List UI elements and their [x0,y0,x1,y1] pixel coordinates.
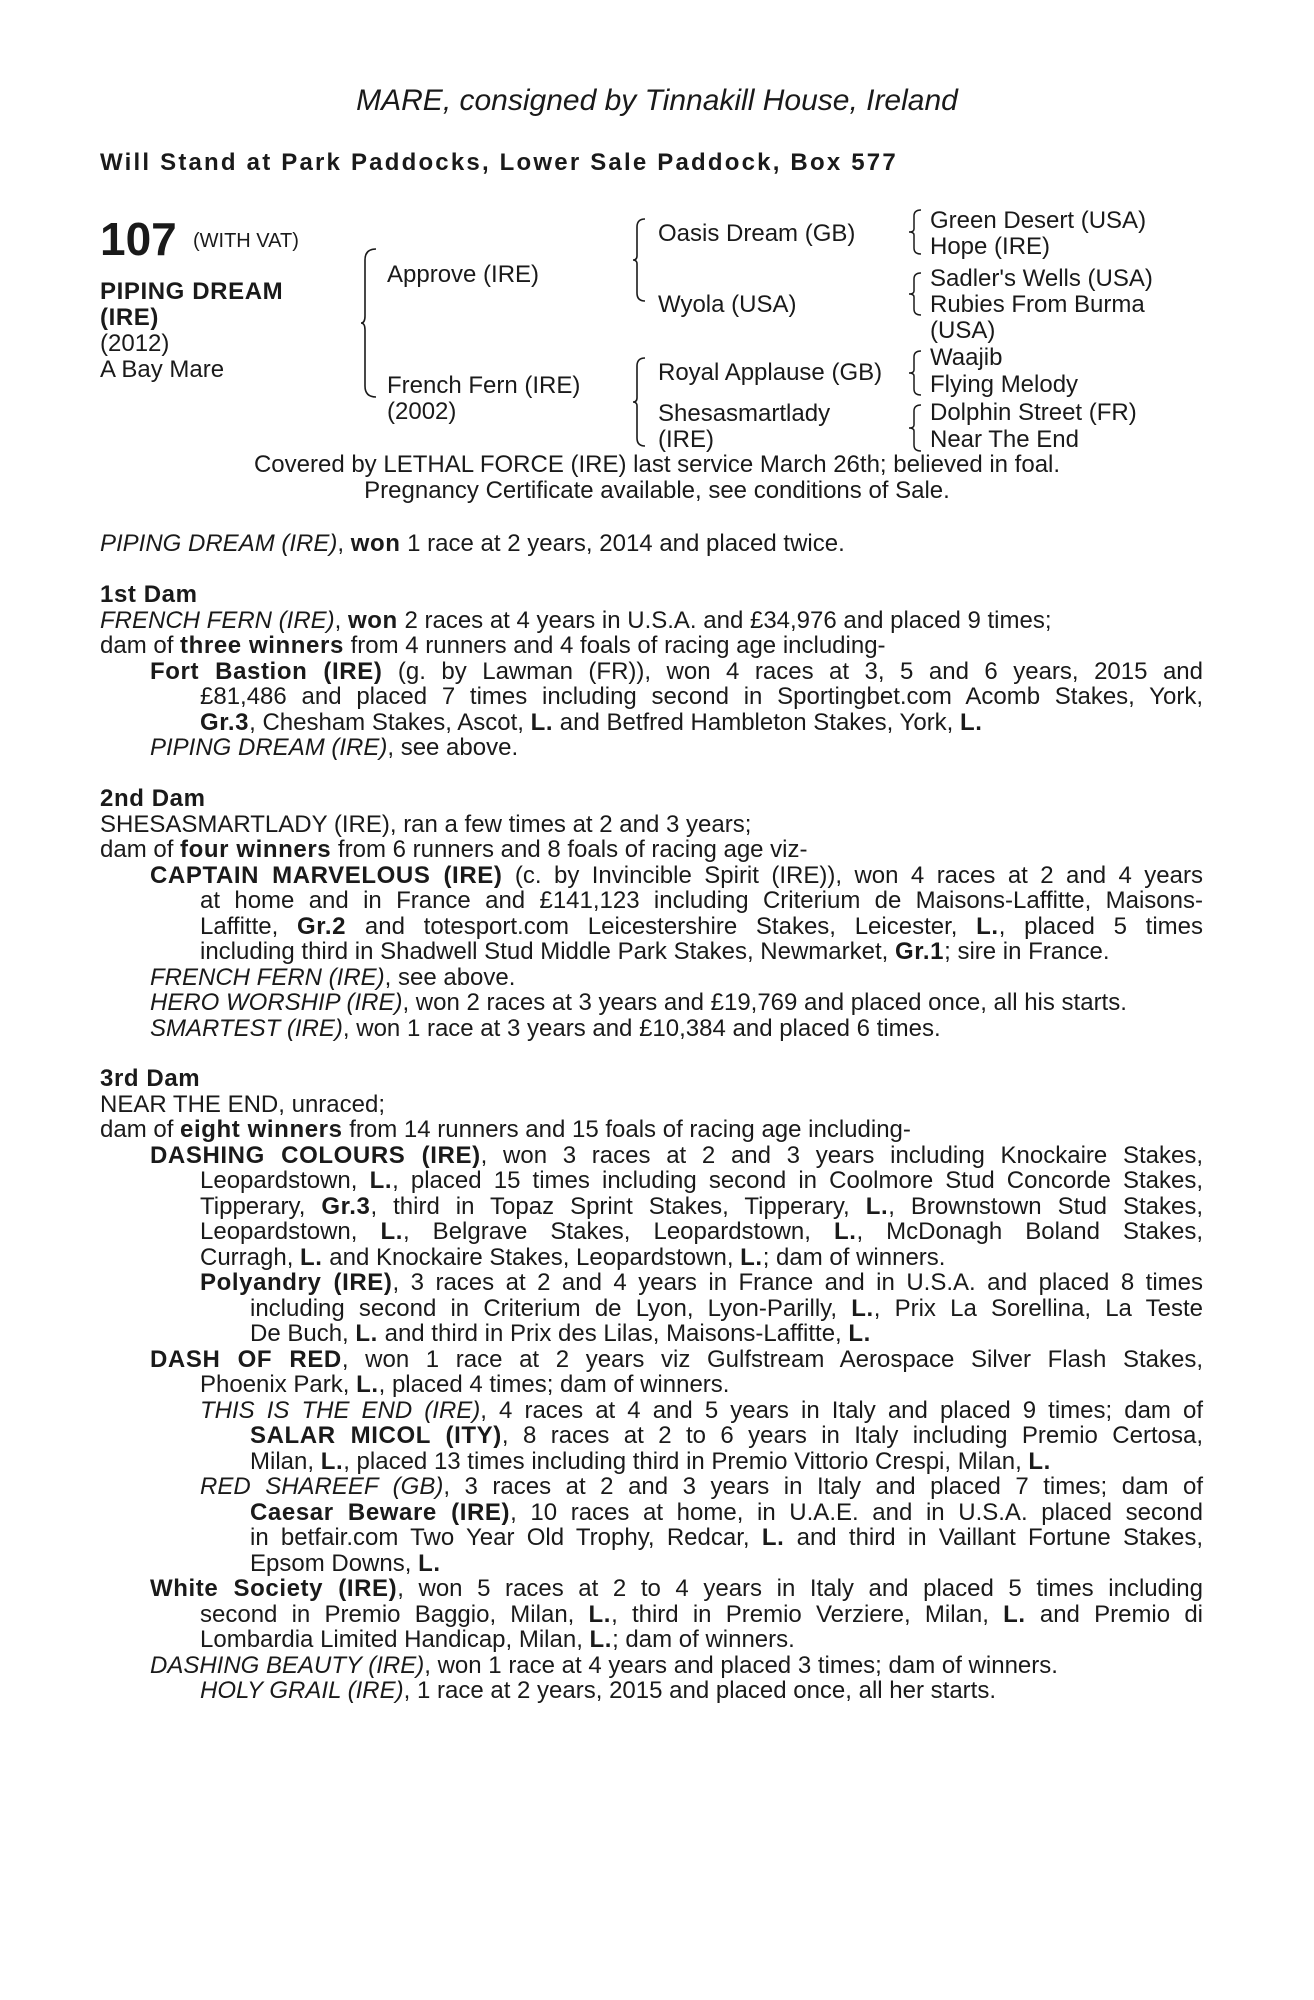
produce-entry: DASHING COLOURS (IRE), won 3 races at 2 and 3 years including Knockaire Stakes, [150,1141,1204,1169]
lot-number: 107 [100,213,177,265]
pedigree-brace-sire [632,218,646,302]
pedigree-ggp-3: Sadler's Wells (USA) [930,265,1153,292]
produce-entry: HOLY GRAIL (IRE), 1 race at 2 years, 2015 and placed once, all her starts. [200,1677,996,1704]
catalogue-title: MARE, consigned by Tinnakill House, Ireland [356,84,958,117]
pedigree-brace-ggp-a [908,209,922,255]
dam-produce-line: dam of three winners from 4 runners and 4 foals of racing age including- [100,632,886,659]
pedigree-brace-main [360,248,378,398]
section-heading: 3rd Dam [100,1065,201,1092]
pedigree-sire-dam: Wyola (USA) [658,291,797,318]
produce-entry: PIPING DREAM (IRE), see above. [150,734,519,761]
horse-name-suffix: (IRE) [100,304,159,331]
dam-produce-line: dam of eight winners from 14 runners and 15 foals of racing age including- [100,1116,911,1143]
dam-line: NEAR THE END, unraced; [100,1090,385,1118]
pregnancy-certificate-note: Pregnancy Certificate available, see conditions of Sale. [364,477,950,504]
produce-entry: White Society (IRE), won 5 races at 2 to 4 years in Italy and placed 5 times including [150,1575,1204,1602]
dam-produce-line: dam of four winners from 6 runners and 8 foals of racing age viz- [100,836,808,863]
pedigree-dam-sire: Royal Applause (GB) [658,359,883,386]
produce-entry: RED SHAREEF (GB), 3 races at 2 and 3 years in Italy and placed 7 times; dam of [200,1473,1203,1500]
pedigree-dam-year: (2002) [387,398,457,425]
dam-line: FRENCH FERN (IRE), won 2 races at 4 years in U.S.A. and £34,976 and placed 9 times; [100,606,1052,634]
pedigree-ggp-6: Flying Melody [930,371,1079,398]
pedigree-ggp-8: Near The End [930,426,1079,453]
section-heading: 1st Dam [100,581,198,608]
pedigree-ggp-1: Green Desert (USA) [930,207,1147,234]
second-dam-section: 2nd Dam SHESASMARTLADY (IRE), ran a few times at 2 and 3 years; dam of four winners from 6 runners and 8 foals of racing age viz- CAPTAIN MARVELOUS (IRE) (c. by Invincible Spirit (IRE)), won 4 races at 2 and 4 years at home and in France and £141,123 including Criterium de Maisons-Laffitte, Maisons- Laffitte, Gr.2 and totesport.com Leicestershire Stakes, Leicester, L., placed 5 times including third in Shadwell Stud Middle Park Stakes, Newmarket, Gr.1; sire in France. FRENCH FERN (IRE), see above. HERO WORSHIP (IRE), won 2 races at 3 years and £19,769 and placed once, all his starts. SMARTEST (IRE), won 1 race at 3 years and £10,384 and placed 6 times. [100,785,1203,1042]
dam-line: SHESASMARTLADY (IRE), ran a few times at 2 and 3 years; [100,810,752,838]
pedigree-sire: Approve (IRE) [387,261,540,288]
produce-entry: DASHING BEAUTY (IRE), won 1 race at 4 years and placed 3 times; dam of winners. [150,1651,1058,1679]
pedigree-ggp-5: Waajib [930,344,1003,371]
pedigree-ggp-7: Dolphin Street (FR) [930,399,1137,426]
pedigree-brace-ggp-d [908,404,922,452]
horse-name: PIPING DREAM [100,278,284,305]
pedigree-ggp-4-suffix: (USA) [930,317,996,344]
pedigree-dam: French Fern (IRE) [387,372,581,399]
pedigree-sire-sire: Oasis Dream (GB) [658,220,856,247]
horse-year: (2012) [100,330,170,357]
section-heading: 2nd Dam [100,785,206,812]
pedigree-ggp-4: Rubies From Burma [930,291,1145,318]
stand-location: Will Stand at Park Paddocks, Lower Sale Paddock, Box 577 [100,149,898,176]
first-dam-section: 1st Dam FRENCH FERN (IRE), won 2 races at 4 years in U.S.A. and £34,976 and placed 9 times; dam of three winners from 4 runners and 4 foals of racing age including- Fort Bastion (IRE) (g. by Lawman (FR)), won 4 races at 3, 5 and 6 years, 2015 and £81,486 and placed 7 times including second in Sportingbet.com Acomb Stakes, York, Gr.3, Chesham Stakes, Ascot, L. and Betfred Hambleton Stakes, York, L. PIPING DREAM (IRE), see above. [100,581,1203,761]
pedigree-brace-dam [632,357,646,447]
produce-entry: Polyandry (IRE), 3 races at 2 and 4 years in France and in U.S.A. and placed 8 times [200,1269,1203,1296]
third-dam-section: 3rd Dam NEAR THE END, unraced; dam of eight winners from 14 runners and 15 foals of racing age including- DASHING COLOURS (IRE), won 3 races at 2 and 3 years including Knockaire Stakes, Leopardstown, L., placed 15 times including second in Coolmore Stud Concorde Stakes, Tipperary, Gr.3, third in Topaz Sprint Stakes, Tipperary, L., Brownstown Stud Stakes, Leopardstown, L., Belgrave Stakes, Leopardstown, L., McDonagh Boland Stakes, Curragh, L. and Knockaire Stakes, Leopardstown, L.; dam of winners. Polyandry (IRE), 3 races at 2 and 4 years in France and in U.S.A. and placed 8 times including second in Criterium de Lyon, Lyon-Parilly, L., Prix La Sorellina, La Teste De Buch, L. and third in Prix des Lilas, Maisons-Laffitte, L. DASH OF RED, won 1 race at 2 years viz Gulfstream Aerospace Silver Flash Stakes, Phoenix Park, L., placed 4 times; dam of winners. THIS IS THE END (IRE), 4 races at 4 and 5 years in Italy and placed 9 times; dam of SALAR MICOL (ITY), 8 races at 2 to 6 years in Italy including Premio Certosa, Milan, L., placed 13 times including third in Premio Vittorio Crespi, Milan, L. RED SHAREEF (GB), 3 races at 2 and 3 years in Italy and placed 7 times; dam of Caesar Beware (IRE), 10 races at home, in U.A.E. and in U.S.A. placed second in betfair.com Two Year Old Trophy, Redcar, L. and third in Vaillant Fortune Stakes, Epsom Downs, L. White Society (IRE), won 5 races at 2 to 4 years in Italy and placed 5 times including second in Premio Baggio, Milan, L., third in Premio Verziere, Milan, L. and Premio di Lombardia Limited Handicap, Milan, L.; dam of winners. DASHING BEAUTY (IRE), won 1 race at 4 years and placed 3 times; dam of winners. HOLY GRAIL (IRE), 1 race at 2 years, 2015 and placed once, all her starts. [100,1065,1204,1704]
race-summary: PIPING DREAM (IRE), won 1 race at 2 years, 2014 and placed twice. [100,530,845,557]
produce-entry: SALAR MICOL (ITY), 8 races at 2 to 6 years in Italy including Premio Certosa, [250,1422,1203,1449]
produce-entry: HERO WORSHIP (IRE), won 2 races at 3 years and £19,769 and placed once, all his starts. [150,989,1127,1016]
produce-entry: THIS IS THE END (IRE), 4 races at 4 and 5 years in Italy and placed 9 times; dam of [200,1396,1204,1424]
produce-entry: DASH OF RED, won 1 race at 2 years viz Gulfstream Aerospace Silver Flash Stakes, [150,1345,1203,1373]
produce-entry: CAPTAIN MARVELOUS (IRE) (c. by Invincible Spirit (IRE)), won 4 races at 2 and 4 years [150,861,1203,889]
pedigree-brace-ggp-c [908,350,922,396]
produce-entry: FRENCH FERN (IRE), see above. [150,963,516,991]
pedigree-ggp-2: Hope (IRE) [930,233,1051,260]
horse-description: A Bay Mare [100,356,225,383]
covered-by-note: Covered by LETHAL FORCE (IRE) last service March 26th; believed in foal. [253,451,1061,478]
pedigree-dam-dam-suffix: (IRE) [658,426,714,453]
pedigree-dam-dam: Shesasmartlady [658,400,831,427]
pedigree-brace-ggp-b [908,272,922,316]
produce-entry: SMARTEST (IRE), won 1 race at 3 years and £10,384 and placed 6 times. [150,1014,941,1042]
vat-label: (WITH VAT) [193,230,299,252]
produce-entry: Fort Bastion (IRE) (g. by Lawman (FR)), won 4 races at 3, 5 and 6 years, 2015 and [150,657,1203,685]
produce-entry: Caesar Beware (IRE), 10 races at home, in U.A.E. and in U.S.A. placed second [250,1498,1203,1526]
